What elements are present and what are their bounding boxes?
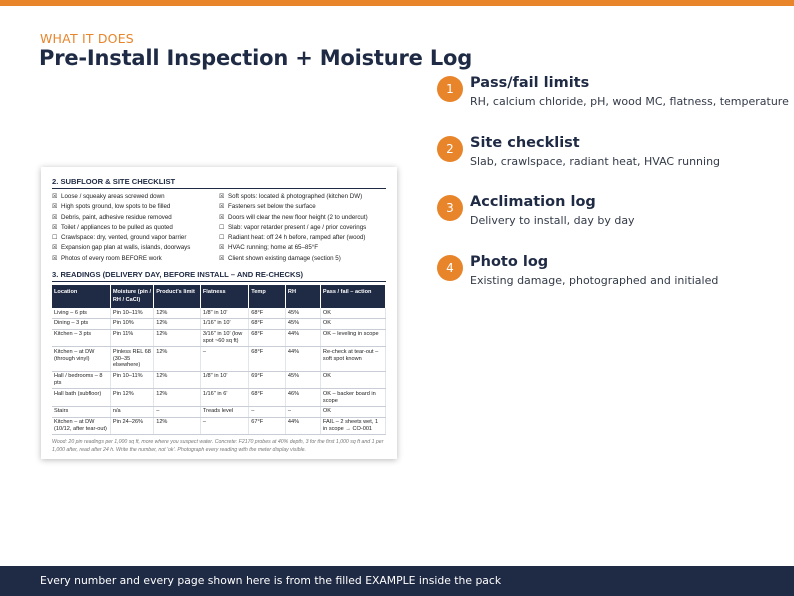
table-row (52, 371, 386, 389)
feature-description: Existing damage, photographed and initialed (470, 274, 719, 287)
checkbox-icon: ☐ (52, 234, 58, 242)
table-cell: OK (320, 371, 385, 389)
table-cell: 12% (154, 308, 201, 318)
table-cell: OK (320, 318, 385, 329)
feature-number-badge: 1 (437, 76, 463, 102)
table-cell: Living – 6 pts (52, 308, 110, 318)
table-cell: – (200, 417, 248, 435)
table-cell: Kitchen – at DW (10/12, after tear-out) (52, 417, 110, 435)
checkbox-icon: ☒ (52, 254, 58, 262)
checklist-item-label: Fasteners set below the surface (228, 203, 316, 211)
checklist-item (219, 202, 386, 212)
table-cell: 12% (154, 389, 201, 407)
feature-title: Photo log (470, 254, 549, 270)
table-row (52, 417, 386, 435)
table-cell: 68°F (249, 347, 286, 371)
feature-number-badge: 3 (437, 195, 463, 221)
table-cell: OK – leveling in scope (320, 329, 385, 347)
checklist-item-label: High spots ground, low spots to be filled (61, 203, 171, 211)
checklist-item (52, 243, 219, 253)
checklist-item (219, 223, 386, 233)
table-cell: 12% (154, 347, 201, 371)
readings-section-title: 3. READINGS (DELIVERY DAY, BEFORE INSTALL – AND RE-CHECKS) (52, 270, 386, 282)
table-cell: 44% (285, 347, 320, 371)
column-header: Moisture (pin / RH / CaCl) (110, 285, 153, 308)
table-cell: Kitchen – 3 pts (52, 329, 110, 347)
table-cell: OK – backer board in scope (320, 389, 385, 407)
checklist-item (52, 192, 219, 202)
checklist-item-label: Debris, paint, adhesive residue removed (61, 213, 172, 221)
table-cell: 68°F (249, 318, 286, 329)
checklist-item-label: Doors will clear the new floor height (2 to undercut) (228, 213, 368, 221)
table-cell: Pinless REL 68 (30–35 elsewhere) (110, 347, 153, 371)
table-cell: Pin 10% (110, 318, 153, 329)
checklist-right-column (219, 192, 386, 264)
column-header: Flatness (200, 285, 248, 308)
table-cell: Pin 10–11% (110, 371, 153, 389)
table-cell: 12% (154, 329, 201, 347)
checklist-item (52, 213, 219, 223)
table-cell: 45% (285, 318, 320, 329)
table-cell: 1/8" in 10' (200, 308, 248, 318)
checkbox-icon: ☒ (52, 203, 58, 211)
feature-description: Delivery to install, day by day (470, 214, 635, 227)
table-cell: Pin 24–26% (110, 417, 153, 435)
table-cell: Hall / bedrooms – 8 pts (52, 371, 110, 389)
table-cell: 1/16" in 6' (200, 389, 248, 407)
page-title: Pre-Install Inspection + Moisture Log (39, 46, 473, 70)
column-header: Product's limit (154, 285, 201, 308)
checkbox-icon: ☒ (219, 213, 225, 221)
feature-title: Acclimation log (470, 194, 596, 210)
site-checklist (52, 192, 386, 264)
checklist-left-column (52, 192, 219, 264)
table-cell: 45% (285, 371, 320, 389)
checkbox-icon: ☒ (52, 223, 58, 231)
feature-number-badge: 2 (437, 136, 463, 162)
table-cell: 68°F (249, 329, 286, 347)
checklist-item-label: Loose / squeaky areas screwed down (61, 193, 165, 200)
table-row (52, 329, 386, 347)
checklist-item (52, 202, 219, 212)
footer-bar (0, 566, 794, 596)
checkbox-icon: ☒ (219, 244, 225, 252)
column-header: RH (285, 285, 320, 308)
table-cell: n/a (110, 406, 153, 417)
table-cell: OK (320, 406, 385, 417)
table-cell: 3/16" in 10' (low spot ~60 sq ft) (200, 329, 248, 347)
table-row (52, 308, 386, 318)
checklist-item-label: Toilet / appliances to be pulled as quoted (61, 223, 173, 231)
checklist-item-label: Photos of every room BEFORE work (61, 254, 162, 262)
table-cell: 12% (154, 318, 201, 329)
checklist-item-label: Soft spots: located & photographed (kitchen DW) (228, 193, 363, 200)
checkbox-icon: ☐ (219, 234, 225, 242)
table-cell: 1/8" in 10' (200, 371, 248, 389)
footer-text: Every number and every page shown here is from the filled EXAMPLE inside the pack (40, 574, 502, 587)
table-header-row (52, 285, 386, 308)
table-cell: – (154, 406, 201, 417)
checklist-item (52, 233, 219, 243)
checkbox-icon: ☒ (219, 193, 225, 200)
checklist-item-label: Client shown existing damage (section 5) (228, 254, 341, 262)
column-header: Temp (249, 285, 286, 308)
top-accent-bar (0, 0, 794, 6)
checklist-item (219, 243, 386, 253)
table-cell: 68°F (249, 308, 286, 318)
checkbox-icon: ☒ (52, 244, 58, 252)
table-cell: 12% (154, 371, 201, 389)
table-cell: Stairs (52, 406, 110, 417)
table-cell: 44% (285, 417, 320, 435)
table-cell: 44% (285, 329, 320, 347)
checklist-item-label: Radiant heat: off 24 h before, ramped after (wood) (228, 234, 366, 242)
feature-description: Slab, crawlspace, radiant heat, HVAC running (470, 155, 721, 168)
table-body (52, 308, 386, 435)
checklist-item (219, 233, 386, 243)
table-cell: FAIL – 2 sheets wet, 1 in scope → CO-001 (320, 417, 385, 435)
checkbox-icon: ☐ (219, 223, 225, 231)
checkbox-icon: ☒ (52, 213, 58, 221)
table-row (52, 318, 386, 329)
checklist-section-title: 2. SUBFLOOR & SITE CHECKLIST (52, 177, 386, 189)
feature-title: Pass/fail limits (470, 75, 590, 91)
checklist-item-label: Crawlspace: dry, vented, ground vapor barrier (61, 234, 187, 242)
table-row (52, 389, 386, 407)
table-cell: Kitchen – at DW (through vinyl) (52, 347, 110, 371)
table-cell: Re-check at tear-out – soft spot known (320, 347, 385, 371)
table-cell: Pin 10–11% (110, 308, 153, 318)
readings-table (52, 285, 386, 435)
table-row (52, 347, 386, 371)
table-cell: OK (320, 308, 385, 318)
table-cell: 45% (285, 308, 320, 318)
checklist-item (219, 254, 386, 264)
table-cell: – (200, 347, 248, 371)
checklist-item (52, 223, 219, 233)
table-cell: Pin 12% (110, 389, 153, 407)
table-cell: Hall bath (subfloor) (52, 389, 110, 407)
table-cell: – (285, 406, 320, 417)
table-cell: 69°F (249, 371, 286, 389)
document-preview (41, 167, 397, 459)
feature-title: Site checklist (470, 135, 580, 151)
checklist-item (219, 213, 386, 223)
column-header: Pass / fail – action (320, 285, 385, 308)
table-cell: 46% (285, 389, 320, 407)
feature-description: RH, calcium chloride, pH, wood MC, flatness, temperature (470, 95, 789, 108)
table-cell: – (249, 406, 286, 417)
table-cell: 1/16" in 10' (200, 318, 248, 329)
column-header: Location (52, 285, 110, 308)
checklist-item-label: Slab: vapor retarder present / age / prior coverings (228, 223, 367, 231)
checklist-item-label: HVAC running; home at 65–85°F (228, 244, 319, 252)
feature-number-badge: 4 (437, 255, 463, 281)
checklist-item-label: Expansion gap plan at walls, islands, doorways (61, 244, 191, 252)
table-cell: 68°F (249, 389, 286, 407)
checkbox-icon: ☒ (219, 203, 225, 211)
table-cell: Dining – 3 pts (52, 318, 110, 329)
table-cell: 67°F (249, 417, 286, 435)
table-row (52, 406, 386, 417)
checklist-item (52, 254, 219, 264)
checkbox-icon: ☒ (219, 254, 225, 262)
section-eyebrow: WHAT IT DOES (40, 31, 134, 46)
table-cell: 12% (154, 417, 201, 435)
checkbox-icon: ☒ (52, 193, 58, 200)
table-cell: Treads level (200, 406, 248, 417)
readings-footnote: Wood: 20 pin readings per 1,000 sq ft, more where you suspect water. Concrete: F2170 probes at 40% depth, 3 for the first 1,000 sq ft and 1 per 1,000 after, read after 24 h. Write the number, not 'ok'. Photograph every reading with the meter display visible. (52, 439, 384, 454)
checklist-item (219, 192, 386, 202)
table-cell: Pin 11% (110, 329, 153, 347)
